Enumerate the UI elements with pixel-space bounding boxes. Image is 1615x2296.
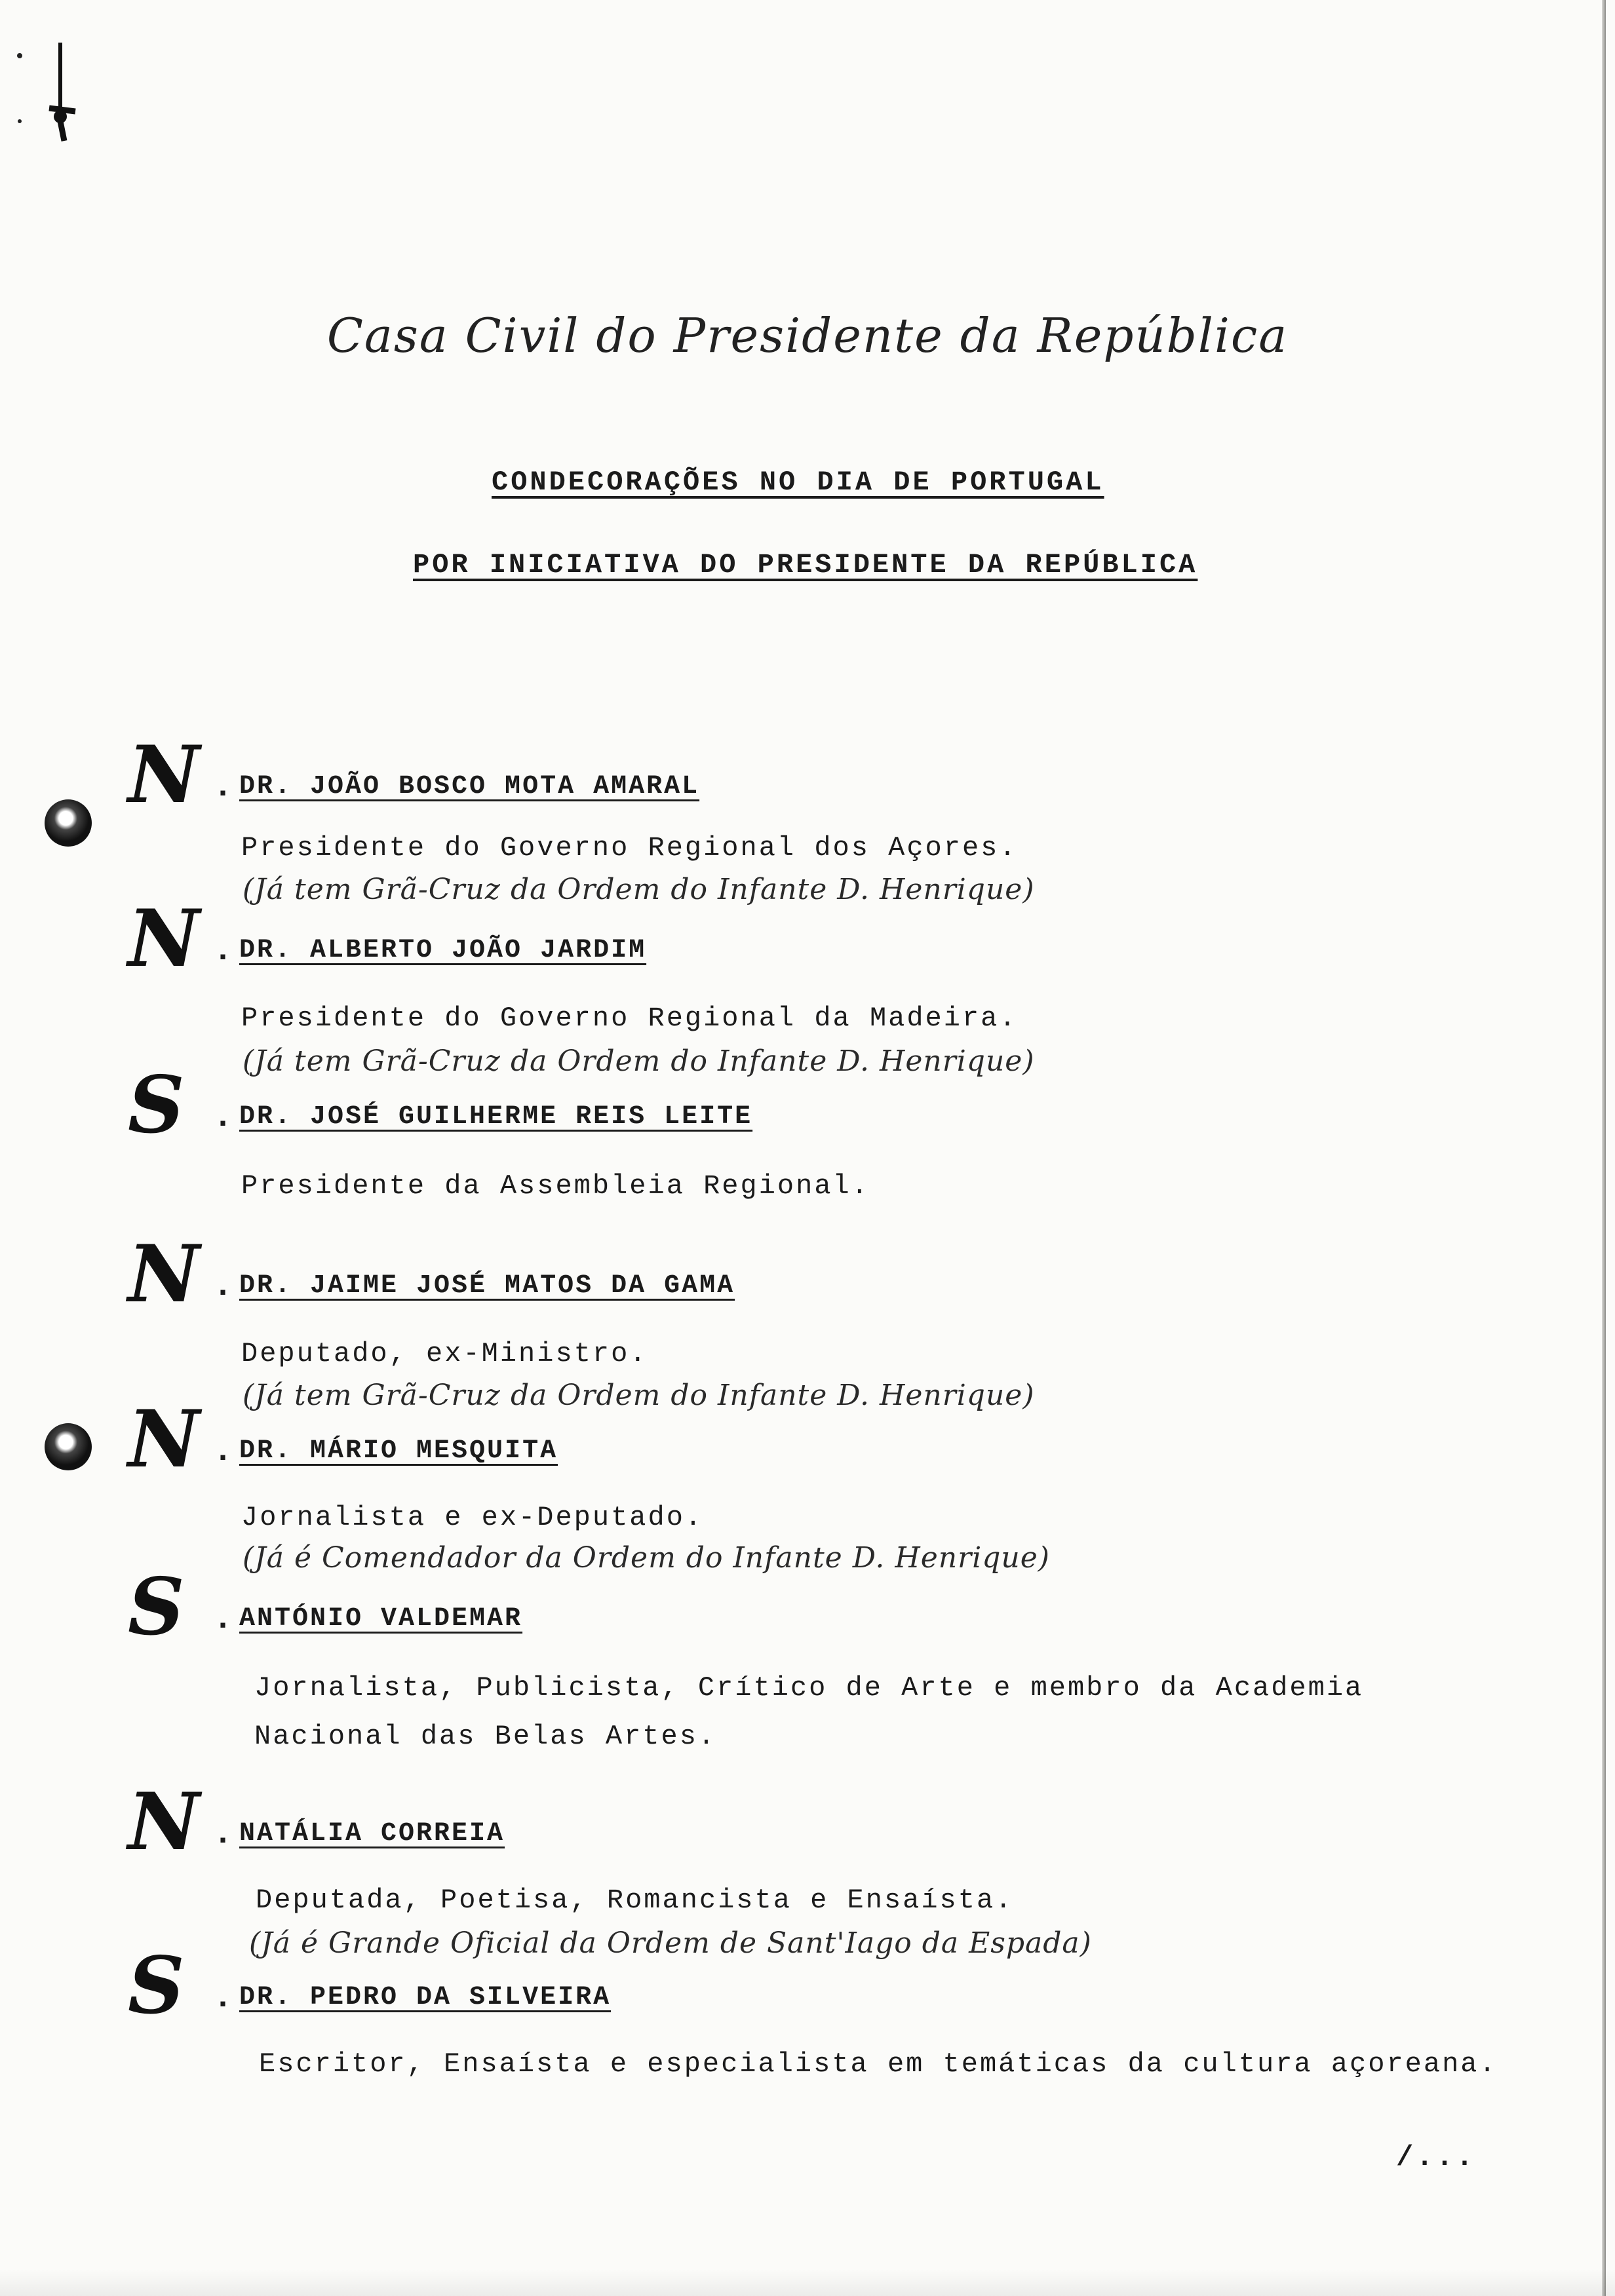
entry-name: ANTÓNIO VALDEMAR (239, 1604, 523, 1634)
entry-description-line-2: Nacional das Belas Artes. (254, 1721, 717, 1752)
handwritten-mark: N (128, 729, 200, 821)
bullet: . (213, 1099, 233, 1136)
continuation-marker: /... (1396, 2141, 1476, 2174)
entry-description: Jornalista e ex-Deputado. (241, 1502, 704, 1533)
punch-hole-dot (45, 1423, 92, 1470)
corner-scribble-mark (13, 33, 92, 164)
entry-description: Presidente do Governo Regional da Madeira. (241, 1003, 1018, 1034)
handwritten-mark: N (128, 1228, 200, 1320)
handwritten-note: (Já tem Grã-Cruz da Ordem do Infante D. Henrique) (243, 873, 1035, 906)
entry-name: NATÁLIA CORREIA (239, 1819, 505, 1848)
entry-description: Deputado, ex-Ministro. (241, 1338, 648, 1369)
handwritten-mark: S (128, 1940, 185, 2032)
handwritten-mark: N (128, 1776, 200, 1868)
entry-name: DR. ALBERTO JOÃO JARDIM (239, 936, 647, 965)
entry-name: DR. JOÃO BOSCO MOTA AMARAL (239, 772, 700, 801)
bottom-edge (0, 2270, 1615, 2296)
handwritten-note: (Já tem Grã-Cruz da Ordem do Infante D. Henrique) (243, 1044, 1035, 1078)
punch-hole-dot (45, 799, 92, 847)
bullet: . (213, 932, 233, 970)
handwritten-note: (Já é Comendador da Ordem do Infante D. Henrique) (243, 1541, 1050, 1575)
title-line-1: CONDECORAÇÕES NO DIA DE PORTUGAL (492, 467, 1104, 498)
entry-name: DR. MÁRIO MESQUITA (239, 1436, 558, 1466)
bullet: . (213, 769, 233, 806)
entry-name: DR. JOSÉ GUILHERME REIS LEITE (239, 1102, 753, 1132)
title-line-2: POR INICIATIVA DO PRESIDENTE DA REPÚBLICA (413, 549, 1198, 581)
bullet: . (213, 1980, 233, 2017)
handwritten-mark: S (128, 1059, 185, 1151)
entry-name: DR. JAIME JOSÉ MATOS DA GAMA (239, 1271, 735, 1301)
entry-name: DR. PEDRO DA SILVEIRA (239, 1983, 612, 2012)
entry-description: Presidente do Governo Regional dos Açores. (241, 832, 1018, 864)
bullet: . (213, 1816, 233, 1853)
bullet: . (213, 1268, 233, 1305)
handwritten-note: (Já é Grande Oficial da Ordem de Sant'Iago da Espada) (249, 1926, 1092, 1960)
handwritten-note: (Já tem Grã-Cruz da Ordem do Infante D. Henrique) (243, 1379, 1035, 1412)
handwritten-mark: S (128, 1561, 185, 1653)
bullet: . (213, 1433, 233, 1470)
entry-description: Presidente da Assembleia Regional. (241, 1170, 870, 1202)
handwritten-mark: N (128, 1393, 200, 1485)
entry-description: Escritor, Ensaísta e especialista em temáticas da cultura açoreana. (259, 2048, 1498, 2080)
entry-description: Deputada, Poetisa, Romancista e Ensaísta. (256, 1885, 1014, 1916)
handwritten-mark: N (128, 892, 200, 985)
entry-description-line-1: Jornalista, Publicista, Crítico de Arte e membro da Academia (254, 1672, 1364, 1704)
bullet: . (213, 1601, 233, 1638)
letterhead: Casa Civil do Presidente da República (326, 308, 1289, 363)
